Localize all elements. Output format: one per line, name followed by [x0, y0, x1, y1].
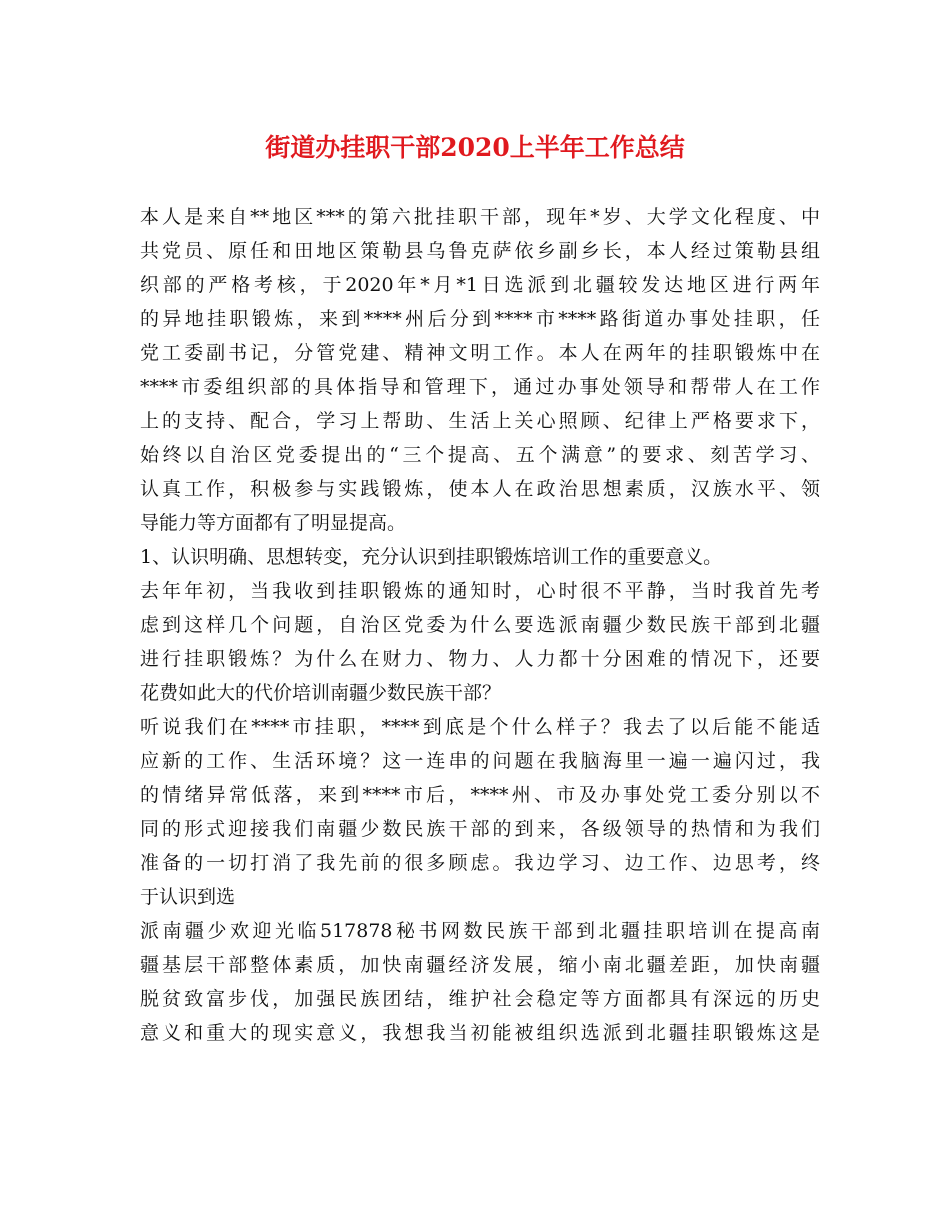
body-line: 意义和重大的现实意义，我想我当初能被组织选派到北疆挂职锻炼这是	[140, 1022, 820, 1044]
body-line: ****市委组织部的具体指导和管理下，通过办事处领导和帮带人在工作	[140, 376, 820, 398]
body-line: 织部的严格考核，于2020年*月*1日选派到北疆较发达地区进行两年	[140, 274, 820, 296]
body-line: 本人是来自**地区***的第六批挂职干部，现年*岁、大学文化程度、中	[140, 206, 820, 228]
body-line: 同的形式迎接我们南疆少数民族干部的到来，各级领导的热情和为我们	[140, 818, 820, 840]
body-line: 的异地挂职锻炼，来到****州后分到****市****路街道办事处挂职，任	[140, 308, 820, 330]
body-line: 派南疆少欢迎光临517878秘书网数民族干部到北疆挂职培训在提高南	[140, 920, 820, 942]
body-line: 上的支持、配合，学习上帮助、生活上关心照顾、纪律上严格要求下，	[140, 410, 820, 432]
body-line: 去年年初，当我收到挂职锻炼的通知时，心时很不平静，当时我首先考	[140, 580, 820, 602]
document-body	[140, 200, 820, 1050]
body-line: 党工委副书记，分管党建、精神文明工作。本人在两年的挂职锻炼中在	[140, 342, 820, 364]
body-line: 的情绪异常低落，来到****市后，****州、市及办事处党工委分别以不	[140, 784, 820, 806]
document-title: 街道办挂职干部2020上半年工作总结	[265, 133, 685, 162]
body-line: 花费如此大的代价培训南疆少数民族干部？	[140, 682, 502, 704]
body-line: 听说我们在****市挂职，****到底是个什么样子？我去了以后能不能适	[140, 716, 820, 738]
body-line: 始终以自治区党委提出的“三个提高、五个满意”的要求、刻苦学习、	[140, 444, 820, 466]
body-line: 脱贫致富步伐，加强民族团结，维护社会稳定等方面都具有深远的历史	[140, 988, 820, 1010]
body-line: 进行挂职锻炼？为什么在财力、物力、人力都十分困难的情况下，还要	[140, 648, 820, 670]
body-line: 认真工作，积极参与实践锻炼，使本人在政治思想素质，汉族水平、领	[140, 478, 820, 500]
body-line: 疆基层干部整体素质，加快南疆经济发展，缩小南北疆差距，加快南疆	[140, 954, 820, 976]
body-line: 虑到这样几个问题，自治区党委为什么要选派南疆少数民族干部到北疆	[140, 614, 820, 636]
body-line: 应新的工作、生活环境？这一连串的问题在我脑海里一遍一遍闪过，我	[140, 750, 820, 772]
body-line: 1、认识明确、思想转变，充分认识到挂职锻炼培训工作的重要意义。	[140, 546, 723, 568]
body-line: 导能力等方面都有了明显提高。	[140, 512, 407, 534]
body-line: 准备的一切打消了我先前的很多顾虑。我边学习、边工作、边思考，终	[140, 852, 820, 874]
body-line: 共党员、原任和田地区策勒县乌鲁克萨依乡副乡长，本人经过策勒县组	[140, 240, 820, 262]
body-line: 于认识到选	[140, 886, 236, 908]
